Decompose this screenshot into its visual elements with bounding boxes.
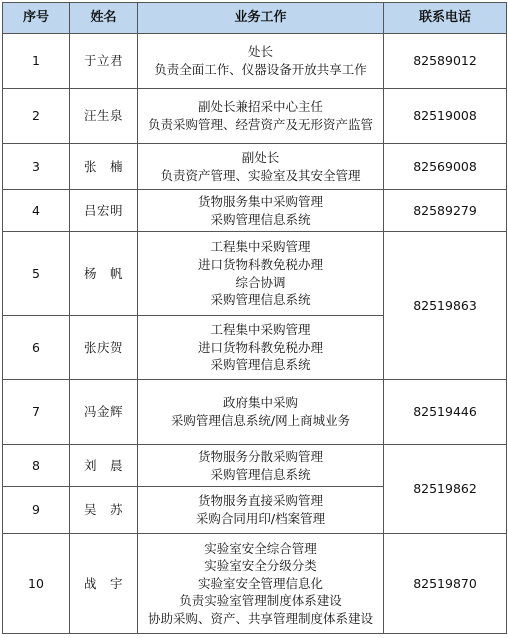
row-index: 7 (3, 380, 70, 445)
duty-line: 进口货物科教免税办理 (197, 256, 323, 272)
duty-line: 综合协调 (235, 274, 286, 290)
row-name: 刘 晨 (70, 445, 138, 487)
row-duties (138, 316, 384, 380)
duty-line: 协助采购、资产、共享管理制度体系建设 (147, 610, 373, 626)
table-row (3, 89, 507, 144)
duty-line: 采购合同用印/档案管理 (195, 511, 326, 526)
duty-line: 货物服务分散采购管理 (197, 448, 323, 464)
row-index: 10 (3, 534, 70, 634)
row-phone: 82589279 (384, 190, 507, 232)
duty-line: 采购管理信息系统 (210, 357, 311, 373)
duty-line: 货物服务直接采购管理 (197, 493, 323, 509)
row-index: 6 (3, 316, 70, 380)
duty-line: 采购管理信息系统 (210, 211, 311, 227)
duty-line: 实验室安全管理信息化 (197, 575, 323, 591)
row-index: 1 (3, 34, 70, 89)
row-phone: 82519870 (384, 534, 507, 634)
duty-line: 采购管理信息系统/网上商城业务 (170, 413, 351, 428)
row-name: 张 楠 (70, 144, 138, 190)
header-duties: 业务工作 (138, 3, 384, 34)
staff-duty-table (2, 2, 507, 634)
row-duties (138, 487, 384, 534)
row-phone: 82519008 (384, 89, 507, 144)
row-name: 冯金辉 (70, 380, 138, 445)
row-index: 2 (3, 89, 70, 144)
duty-line: 负责资产管理、实验室及其安全管理 (160, 167, 361, 183)
row-index: 9 (3, 487, 70, 534)
row-duties (138, 232, 384, 316)
table-row (3, 34, 507, 89)
duty-line: 工程集中采购管理 (210, 239, 311, 255)
row-duties (138, 89, 384, 144)
duty-line: 采购管理信息系统 (210, 466, 311, 482)
table-row (3, 534, 507, 634)
duty-line: 政府集中采购 (222, 395, 298, 411)
row-index: 5 (3, 232, 70, 316)
row-phone: 82519863 (384, 232, 507, 380)
header-index: 序号 (3, 3, 70, 34)
row-index: 4 (3, 190, 70, 232)
row-name: 杨 帆 (70, 232, 138, 316)
duty-line: 处长 (247, 44, 273, 60)
row-duties (138, 445, 384, 487)
header-phone: 联系电话 (384, 3, 507, 34)
duty-line: 负责实验室管理制度体系建设 (179, 593, 342, 609)
row-phone: 82569008 (384, 144, 507, 190)
row-index: 3 (3, 144, 70, 190)
duty-line: 实验室安全分级分类 (204, 558, 317, 574)
row-duties (138, 534, 384, 634)
row-name: 吴 苏 (70, 487, 138, 534)
row-name: 吕宏明 (70, 190, 138, 232)
duty-line: 工程集中采购管理 (210, 322, 311, 338)
duty-line: 实验室安全综合管理 (204, 540, 317, 556)
row-phone: 82519446 (384, 380, 507, 445)
duty-line: 副处长 (241, 149, 280, 165)
row-phone: 82519862 (384, 445, 507, 534)
row-duties (138, 144, 384, 190)
table-row (3, 445, 507, 487)
duty-line: 负责采购管理、经营资产及无形资产监管 (147, 117, 373, 132)
duty-line: 副处长兼招采中心主任 (197, 99, 323, 115)
header-name: 姓名 (70, 3, 138, 34)
duty-line: 采购管理信息系统 (210, 292, 311, 308)
row-duties (138, 34, 384, 89)
table-row (3, 232, 507, 316)
row-name: 张庆贺 (70, 316, 138, 380)
table-row (3, 380, 507, 445)
row-index: 8 (3, 445, 70, 487)
row-name: 于立君 (70, 34, 138, 89)
duty-line: 负责全面工作、仪器设备开放共享工作 (154, 62, 367, 77)
header-row (3, 3, 507, 34)
table-row (3, 190, 507, 232)
duty-line: 进口货物科教免税办理 (197, 339, 323, 355)
row-duties (138, 190, 384, 232)
row-name: 战 宇 (70, 534, 138, 634)
duty-line: 货物服务集中采购管理 (197, 193, 323, 209)
row-name: 汪生泉 (70, 89, 138, 144)
row-phone: 82589012 (384, 34, 507, 89)
table-row (3, 144, 507, 190)
row-duties (138, 380, 384, 445)
